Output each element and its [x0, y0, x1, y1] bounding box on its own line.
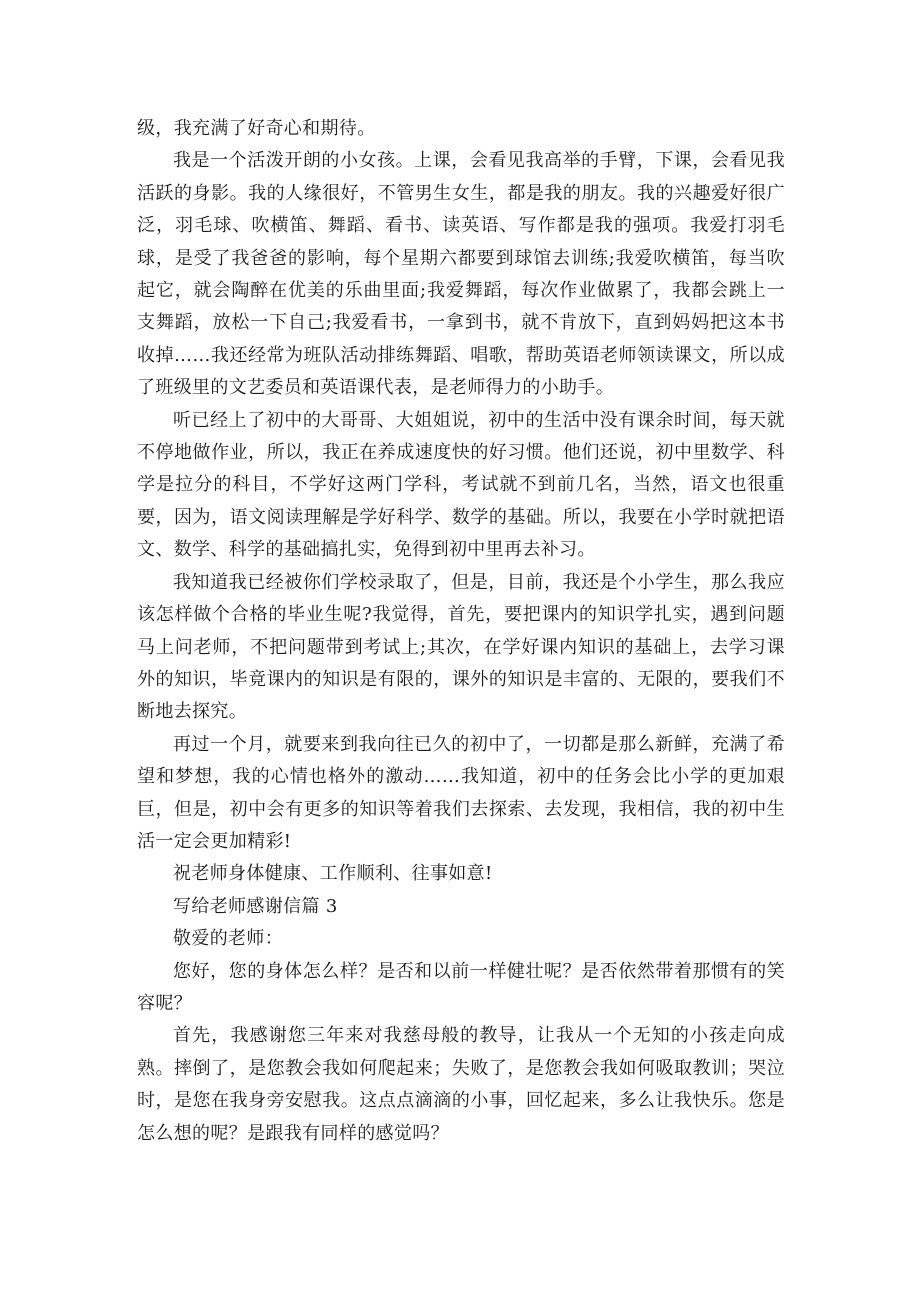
paragraph-middle-school-life: 听已经上了初中的大哥哥、大姐姐说，初中的生活中没有课余时间，每天就不停地做作业，所以，我正在养成速度快的好习惯。他们还说，初中里数学、科学是拉分的科目，不学好这两门学科，考试就不到前几名，当然，语文也很重要，因为，语文阅读理解是学好科学、数学的基础。所以，我要在小学时就把语文、数学、科学的基础搞扎实，免得到初中里再去补习。 [137, 409, 785, 561]
paragraph-qualified-graduate: 我知道我已经被你们学校录取了，但是，目前，我还是个小学生，那么我应该怎样做个合格的毕业生呢?我觉得，首先，要把课内的知识学扎实，遇到问题马上问老师，不把问题带到考试上;其次，在学好课内知识的基础上，去学习课外的知识，毕竟课内的知识是有限的，课外的知识是丰富的、无限的，要我们不断地去探究。 [137, 571, 785, 723]
paragraph-wishes: 祝老师身体健康、工作顺利、往事如意! [173, 863, 493, 885]
paragraph-self-introduction: 我是一个活泼开朗的小女孩。上课，会看见我高举的手臂，下课，会看见我活跃的身影。我的人缘很好，不管男生女生，都是我的朋友。我的兴趣爱好很广泛，羽毛球、吹横笛、舞蹈、看书、读英语、写作都是我的强项。我爱打羽毛球，是受了我爸爸的影响，每个星期六都要到球馆去训练;我爱吹横笛，每当吹起它，就会陶醉在优美的乐曲里面;我爱舞蹈，每次作业做累了，我都会跳上一支舞蹈，放松一下自己;我爱看书，一拿到书，就不肯放下，直到妈妈把这本书收掉……我还经常为班队活动排练舞蹈、唱歌，帮助英语老师领读课文，所以成了班级里的文艺委员和英语课代表，是老师得力的小助手。 [137, 150, 785, 399]
paragraph-continuation: 级，我充满了好奇心和期待。 [137, 118, 376, 139]
paragraph-thanks: 首先，我感谢您三年来对我慈母般的教导，让我从一个无知的小孩走向成熟。摔倒了，是您教会我如何爬起来；失败了，是您教会我如何吸取教训；哭泣时，是您在我身旁安慰我。这点点滴滴的小事，回忆起来，多么让我快乐。您是怎么想的呢？是跟我有同样的感觉吗？ [137, 1025, 785, 1144]
salutation: 敬爱的老师： [173, 928, 284, 950]
paragraph-greeting: 您好，您的身体怎么样？是否和以前一样健壮呢？是否依然带着那惯有的笑容呢？ [137, 960, 785, 1014]
section-heading: 写给老师感谢信篇 3 [173, 895, 338, 917]
paragraph-looking-forward: 再过一个月，就要来到我向往已久的初中了，一切都是那么新鲜，充满了希望和梦想，我的心情也格外的激动……我知道，初中的任务会比小学的更加艰巨，但是，初中会有更多的知识等着我们去探索、去发现，我相信，我的初中生活一定会更加精彩! [137, 733, 785, 852]
document-body [137, 113, 785, 1150]
